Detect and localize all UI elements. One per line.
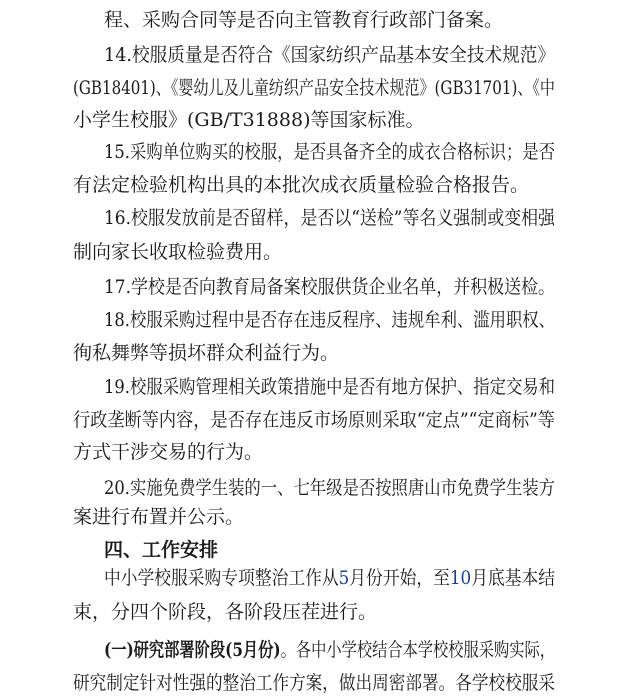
- item-15: [104, 140, 555, 164]
- line-text: 程、采购合同等是否向主管教育行政部门备案。: [104, 9, 504, 31]
- line-text: 有法定检验机构出具的本批次成衣质量检验合格报告。: [73, 174, 530, 196]
- end-month: 10: [449, 567, 472, 589]
- line-text: 行政垄断等内容，是否存在违反市场原则采取“定点”“定商标”等: [73, 409, 555, 431]
- item-14: [104, 43, 555, 67]
- paragraph-line: [73, 341, 555, 365]
- schedule-text: 月份开始，至: [349, 567, 450, 589]
- schedule-line-text: [104, 566, 555, 590]
- line-text: 19.校服采购管理相关政策措施中是否有地方保护、指定交易和: [104, 376, 555, 398]
- item-19: [104, 375, 555, 399]
- item-18: [104, 308, 555, 332]
- line-text: 14.校服质量是否符合《国家纺织产品基本安全技术规范》: [104, 44, 555, 66]
- line-text: (GB18401)、《婴幼儿及儿童纺织产品安全技术规范》(GB31701)、《中: [73, 77, 555, 99]
- paragraph-line: [73, 76, 555, 100]
- schedule-text: 月底基本结: [471, 567, 555, 589]
- paragraph-line: [73, 240, 555, 264]
- item-16: [104, 206, 555, 230]
- paragraph-line: [73, 440, 555, 464]
- schedule-text: 中小学校服采购专项整治工作从: [104, 567, 339, 589]
- line-text: 研究制定针对性强的整治工作方案，做出周密部署。各学校校服采: [73, 672, 555, 694]
- line-text: 16.校服发放前是否留样，是否以“送检”等名义强制或变相强: [104, 207, 555, 229]
- item-20: [104, 476, 555, 500]
- line-text: 束，分四个阶段，各阶段压茬进行。: [73, 601, 378, 623]
- paragraph-line: [73, 600, 555, 624]
- paragraph-line: [73, 671, 555, 695]
- paragraph-line: [73, 505, 555, 529]
- phase1-line-text: [104, 638, 555, 662]
- heading-text: 四、工作安排: [104, 539, 219, 561]
- item-17: [104, 275, 555, 299]
- paragraph-line: [73, 108, 555, 132]
- line-text: 15.采购单位购买的校服，是否具备齐全的成衣合格标识；是否: [104, 141, 555, 163]
- section-heading: [104, 538, 555, 562]
- phase1-title: (一)研究部署阶段(5月份): [104, 639, 281, 661]
- line-text: 制向家长收取检验费用。: [73, 241, 283, 263]
- line-text: 徇私舞弊等损坏群众利益行为。: [73, 342, 340, 364]
- phase1-text: 。各中小学校结合本学校校服采购实际，: [280, 639, 555, 661]
- phase1-line: [104, 638, 555, 662]
- schedule-line: [104, 566, 555, 590]
- line-text: 18.校服采购过程中是否存在违反程序、违规牟利、滥用职权、: [104, 309, 555, 331]
- paragraph-line: [73, 173, 555, 197]
- line-text: 案进行布置并公示。: [73, 506, 245, 528]
- line-text: 20.实施免费学生装的一、七年级是否按照唐山市免费学生装方: [104, 477, 555, 499]
- paragraph-line: [73, 408, 555, 432]
- paragraph-line: [104, 8, 555, 32]
- line-text: 17.学校是否向教育局备案校服供货企业名单，并积极送检。: [104, 276, 555, 298]
- start-month: 5: [338, 567, 350, 589]
- line-text: 方式干涉交易的行为。: [73, 441, 264, 463]
- line-text: 小学生校服》(GB/T31888)等国家标准。: [73, 109, 425, 131]
